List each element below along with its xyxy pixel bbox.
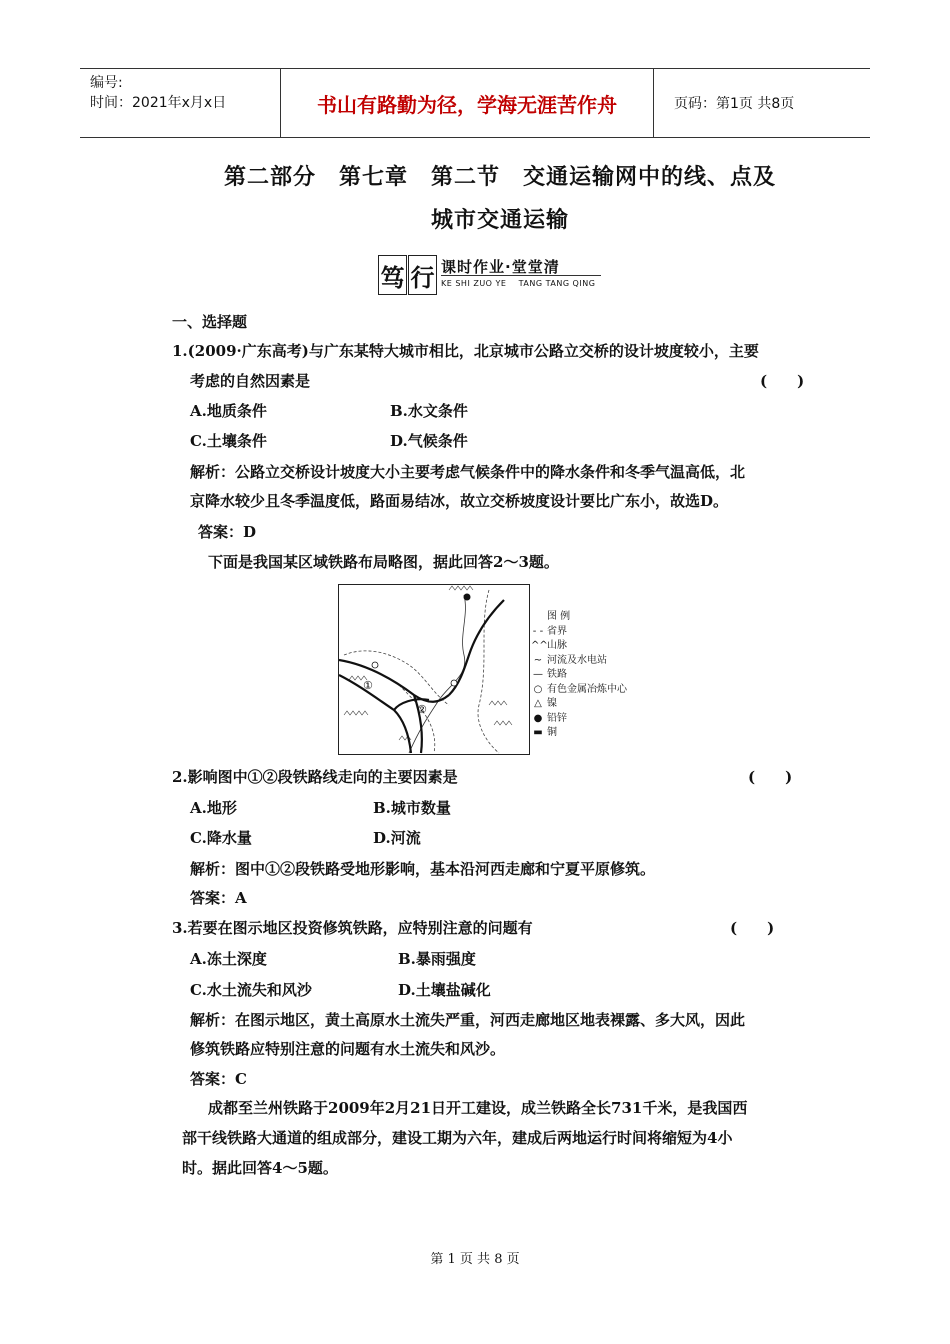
page-info-text: 页码：第1页 共8页	[674, 96, 795, 112]
q3-option-b: B.暴雨强度	[398, 950, 476, 968]
legend-item: ^^ 山脉	[531, 639, 627, 654]
banner-char-1: 笃	[378, 255, 407, 295]
header-motto: 书山有路勤为径，学海无涯苦作舟	[317, 92, 617, 117]
q2-answer-bracket: ( )	[748, 768, 793, 786]
smelting-center-symbol	[372, 662, 378, 668]
banner-char-2: 行	[408, 255, 437, 295]
mountain-icon: ^^	[531, 640, 548, 651]
smelting-center-symbol	[451, 680, 457, 686]
banner-rule	[441, 275, 601, 276]
page-header	[80, 68, 870, 138]
page-title-line2: 城市交通运输	[430, 208, 569, 233]
q3-analysis-line2: 修筑铁路应特别注意的问题有水土流失和风沙。	[190, 1040, 506, 1058]
q1-stem-line1: 1.(2009·广东高考)与广东某特大城市相比，北京城市公路立交桥的设计坡度较小，主要	[172, 342, 759, 360]
section-banner	[378, 255, 603, 295]
legend-title: 图 例	[547, 611, 571, 622]
circled-label-2: ②	[417, 703, 427, 716]
passage-line3: 时。据此回答4～5题。	[182, 1159, 338, 1177]
header-meta	[80, 69, 280, 137]
page-footer: 第 1 页 共 8 页	[430, 1252, 520, 1267]
circled-label-1: ①	[363, 679, 373, 692]
q3-answer: 答案：C	[190, 1070, 247, 1088]
province-boundary-icon: - -	[532, 625, 544, 637]
banner-cn-text: 课时作业·堂堂清	[441, 258, 560, 276]
header-divider	[653, 69, 654, 137]
page-title-line1: 第二部分 第七章 第二节 交通运输网中的线、点及	[223, 165, 776, 190]
q1-option-d: D.气候条件	[390, 432, 468, 450]
q3-analysis-line1: 解析：在图示地区，黄土高原水土流失严重，河西走廊地区地表裸露、多大风，因此	[190, 1011, 746, 1029]
railway-icon: —	[533, 669, 543, 680]
q1-option-b: B.水文条件	[390, 402, 468, 420]
q1-option-c: C.土壤条件	[190, 432, 267, 450]
passage-line1: 成都至兰州铁路于2009年2月21日开工建设，成兰铁路全长731千米，是我国西	[208, 1099, 748, 1117]
legend-item: ~ 河流及水电站	[531, 654, 627, 669]
q2-analysis: 解析：图中①②段铁路受地形影响，基本沿河西走廊和宁夏平原修筑。	[190, 860, 656, 878]
legend-item: △ 镍	[531, 697, 627, 712]
q2-stem: 2.影响图中①②段铁路线走向的主要因素是	[172, 768, 458, 786]
q1-stem-line2: 考虑的自然因素是	[190, 372, 311, 390]
province-boundary	[478, 590, 499, 753]
q3-option-d: D.土壤盐碱化	[398, 981, 491, 999]
river-station-icon: ~	[533, 654, 543, 666]
legend-item: ● 铅锌	[531, 712, 627, 727]
legend-item: ▬ 铜	[531, 726, 627, 741]
q1-analysis-line2: 京降水较少且冬季温度低，路面易结冰，故立交桥坡度设计要比广东小，故选D。	[190, 492, 729, 510]
q3-option-c: C.水土流失和风沙	[190, 981, 312, 999]
river	[409, 595, 465, 753]
q2-option-b: B.城市数量	[373, 799, 451, 817]
q2-option-c: C.降水量	[190, 829, 252, 847]
q2-option-d: D.河流	[373, 829, 421, 847]
q3-option-a: A.冻土深度	[190, 950, 267, 968]
q3-answer-bracket: ( )	[730, 919, 775, 937]
time-label: 时间：2021年x月x日	[90, 95, 227, 111]
number-label: 编号:	[90, 75, 123, 91]
q1-answer: 答案：D	[198, 523, 257, 541]
copper-icon: ▬	[533, 727, 543, 738]
q2-option-a: A.地形	[190, 799, 237, 817]
q2-answer: 答案：A	[190, 889, 247, 907]
legend-item: - - 省界	[531, 625, 627, 640]
province-boundary	[399, 685, 435, 753]
legend-item: ○ 有色金属冶炼中心	[531, 683, 627, 698]
nickel-icon: △	[534, 698, 542, 709]
q1-option-a: A.地质条件	[190, 402, 267, 420]
railway-map	[338, 584, 530, 755]
smelting-center-icon: ○	[533, 683, 543, 695]
lead-zinc-symbol	[464, 594, 471, 601]
q1-analysis-line1: 解析：公路立交桥设计坡度大小主要考虑气候条件中的降水条件和冬季气温高低，北	[190, 463, 746, 481]
section-heading: 一、选择题	[172, 313, 248, 331]
lead-zinc-icon: ●	[533, 712, 543, 724]
passage-line2: 部干线铁路大通道的组成部分，建设工期为六年，建成后两地运行时间将缩短为4小	[182, 1129, 733, 1147]
banner-pinyin: KE SHI ZUO YE TANG TANG QING	[441, 279, 596, 288]
intro-q2-q3: 下面是我国某区域铁路布局略图，据此回答2～3题。	[208, 553, 559, 571]
q3-stem: 3.若要在图示地区投资修筑铁路，应特别注意的问题有	[172, 919, 533, 937]
header-page-info	[664, 69, 870, 137]
railway-map-drawing	[339, 585, 529, 754]
q1-answer-bracket: ( )	[760, 372, 805, 390]
legend-item: — 铁路	[531, 668, 627, 683]
map-legend	[531, 610, 627, 741]
